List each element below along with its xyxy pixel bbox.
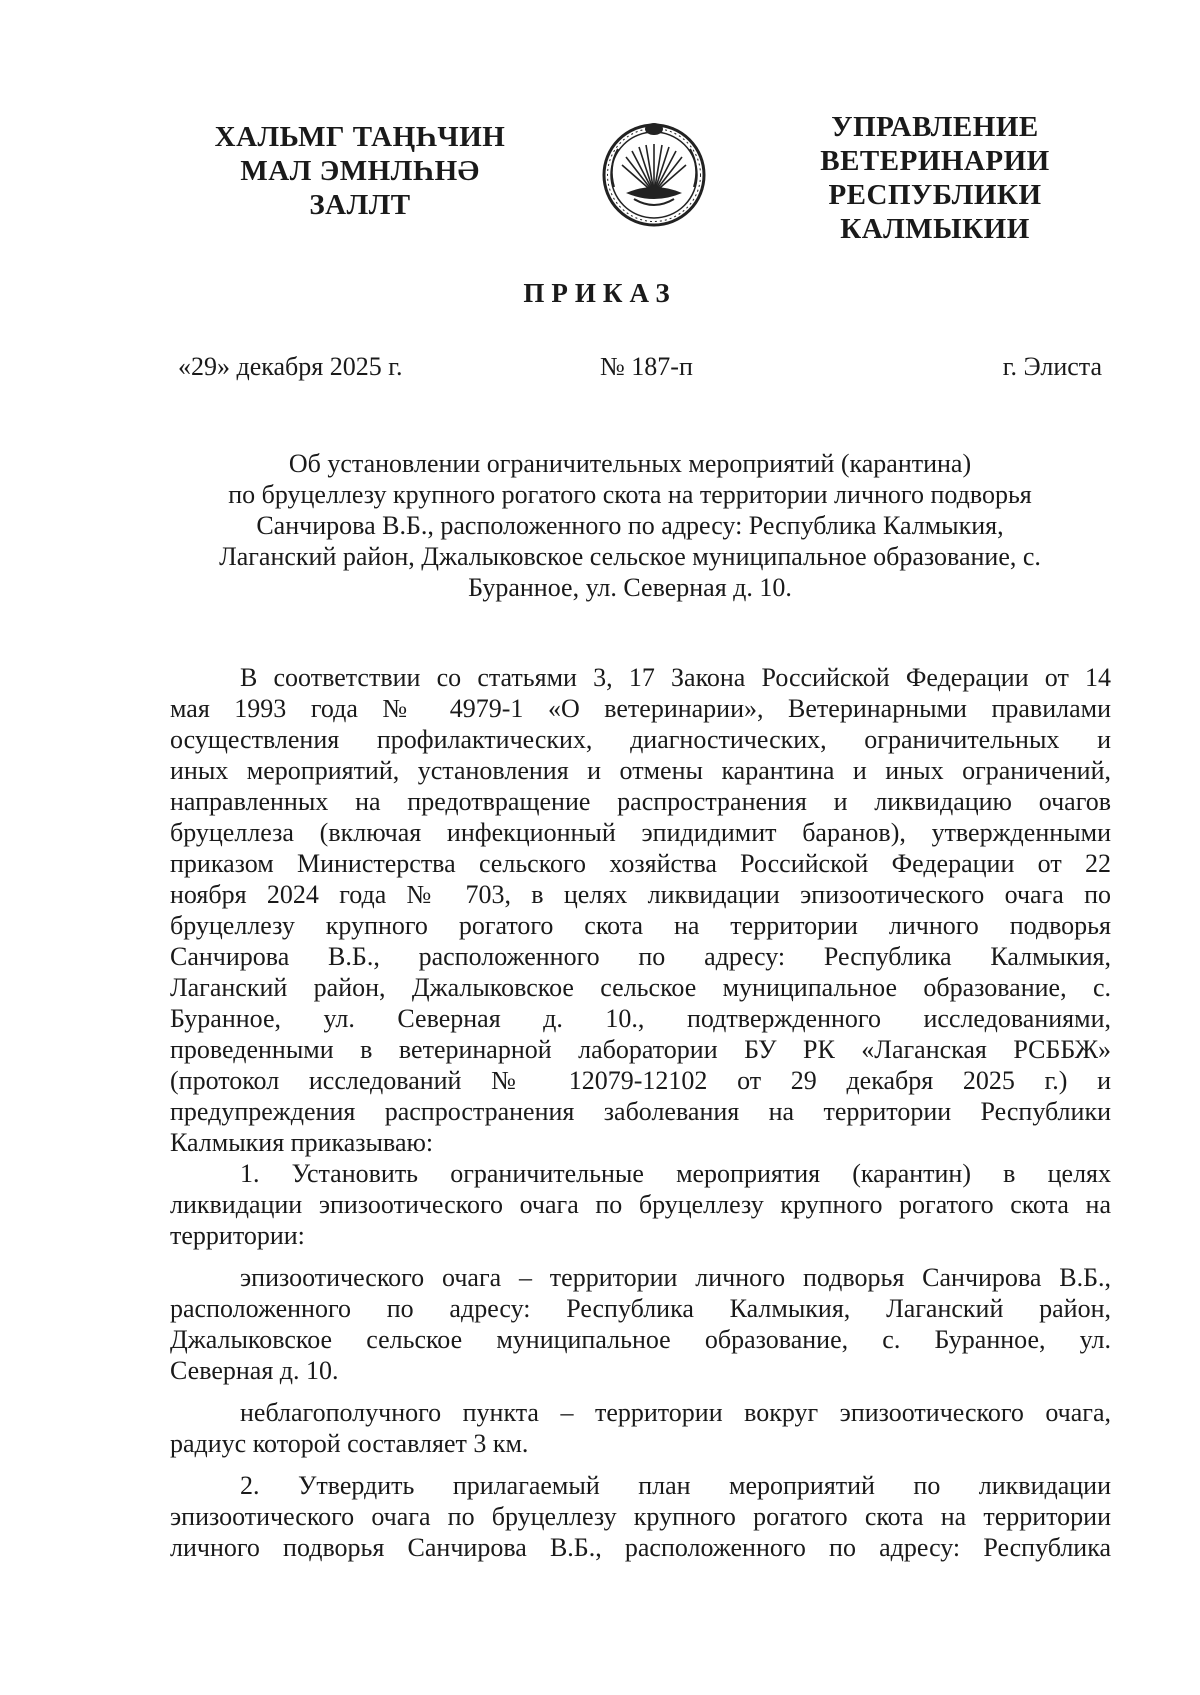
order-subject	[170, 448, 1090, 603]
body-line: неблагополучного пункта – территории вокруг эпизоотического очага,	[240, 1398, 1111, 1427]
subject-line: Буранное, ул. Северная д. 10.	[468, 573, 792, 602]
header-right-line: УПРАВЛЕНИЕ	[831, 111, 1039, 143]
body-line: бруцеллезу крупного рогатого скота на территории личного подворья	[170, 911, 1111, 940]
header-left-line: МАЛ ЭМНЛҺНӘ	[240, 155, 480, 187]
header-left-block	[175, 120, 545, 222]
body-line: (протокол исследований № 12079-12102 от 29 декабря 2025 г.) и	[170, 1066, 1111, 1095]
body-line: Санчирова В.Б., расположенного по адресу: Республика Калмыкия,	[170, 942, 1111, 971]
body-line: приказом Министерства сельского хозяйства Российской Федерации от 22	[170, 849, 1111, 878]
header-left-line: ХАЛЬМГ ТАҢҺЧИН	[214, 121, 506, 153]
header-right-line: РЕСПУБЛИКИ	[828, 179, 1042, 211]
body-line: радиус которой составляет 3 км.	[170, 1429, 529, 1458]
body-line: эпизоотического очага – территории личного подворья Санчирова В.Б.,	[240, 1263, 1111, 1292]
header-left-line: ЗАЛЛТ	[309, 189, 411, 221]
subject-line: по бруцеллезу крупного рогатого скота на территории личного подворья	[228, 480, 1032, 509]
order-title: ПРИКАЗ	[523, 278, 677, 308]
kalmykia-emblem-icon	[596, 115, 712, 231]
body-line: Джалыковское сельское муниципальное образование, с. Буранное, ул.	[170, 1325, 1111, 1354]
subject-line: Санчирова В.Б., расположенного по адресу: Республика Калмыкия,	[256, 511, 1004, 540]
header-right-line: КАЛМЫКИИ	[840, 213, 1030, 245]
body-line: предупреждения распространения заболевания на территории Республики	[170, 1097, 1111, 1126]
body-line: ноября 2024 года № 703, в целях ликвидации эпизоотического очага по	[170, 880, 1111, 909]
body-line: В соответствии со статьями 3, 17 Закона Российской Федерации от 14	[240, 663, 1111, 692]
body-line: расположенного по адресу: Республика Калмыкия, Лаганский район,	[170, 1294, 1111, 1323]
order-date: «29» декабря 2025 г.	[178, 352, 403, 381]
body-line: бруцеллеза (включая инфекционный эпидидимит баранов), утвержденными	[170, 818, 1111, 847]
body-line: Северная д. 10.	[170, 1356, 339, 1385]
order-number: № 187-п	[600, 352, 693, 381]
order-city: г. Элиста	[1002, 352, 1102, 381]
subject-line: Об установлении ограничительных мероприятий (карантина)	[288, 449, 972, 478]
body-line: эпизоотического очага по бруцеллезу крупного рогатого скота на территории	[170, 1502, 1111, 1531]
body-line: иных мероприятий, установления и отмены карантина и иных ограничений,	[170, 756, 1111, 785]
body-line: проведенными в ветеринарной лаборатории БУ РК «Лаганская РСББЖ»	[170, 1035, 1111, 1064]
header-right-block	[785, 110, 1085, 246]
body-line: Калмыкия приказываю:	[170, 1128, 434, 1157]
body-line: 2. Утвердить прилагаемый план мероприятий по ликвидации	[240, 1471, 1111, 1500]
body-line: Лаганский район, Джалыковское сельское муниципальное образование, с.	[170, 973, 1111, 1002]
body-line: ликвидации эпизоотического очага по бруцеллезу крупного рогатого скота на	[170, 1190, 1111, 1219]
body-line: осуществления профилактических, диагностических, ограничительных и	[170, 725, 1111, 754]
body-line: мая 1993 года № 4979-1 «О ветеринарии», Ветеринарными правилами	[170, 694, 1111, 723]
body-line: 1. Установить ограничительные мероприятия (карантин) в целях	[240, 1159, 1111, 1188]
header-right-line: ВЕТЕРИНАРИИ	[820, 145, 1050, 177]
body-line: личного подворья Санчирова В.Б., расположенного по адресу: Республика	[170, 1533, 1111, 1562]
body-line: Буранное, ул. Северная д. 10., подтвержденного исследованиями,	[170, 1004, 1111, 1033]
body-line: территории:	[170, 1221, 305, 1250]
body-line: направленных на предотвращение распространения и ликвидацию очагов	[170, 787, 1111, 816]
subject-line: Лаганский район, Джалыковское сельское муниципальное образование, с.	[219, 542, 1041, 571]
